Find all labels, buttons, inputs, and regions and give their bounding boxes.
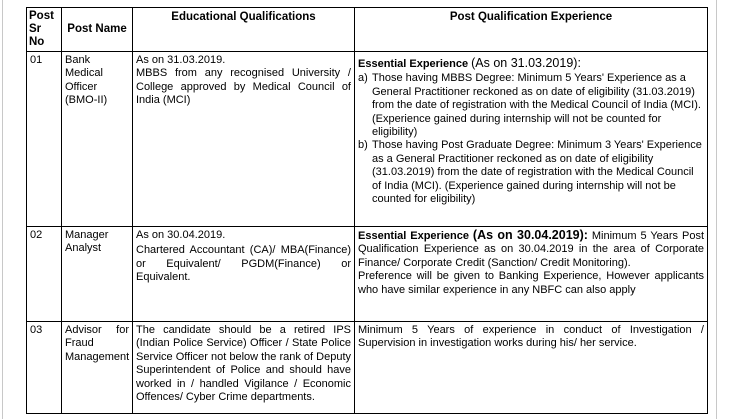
post-name-word: Advisor <box>65 324 102 336</box>
list-item <box>358 139 704 206</box>
post-name-cell <box>62 227 133 322</box>
post-name-line: Bank <box>65 54 91 66</box>
experience-heading: Essential Experience <box>358 58 469 70</box>
post-name-word: Management <box>65 350 130 363</box>
sr-no-cell: 01 <box>27 52 62 227</box>
post-name-word: Fraud <box>65 337 94 350</box>
table-row <box>27 322 708 414</box>
education-text: The candidate should be a retired IPS (Indian Police Service) Officer / State Police Service Officer not below the rank of Deputy Superintendent of Police and should have worked in / handled Vigilance / Economic Offences/ Cyber Crime departments. <box>136 324 352 404</box>
experience-text: Minimum 5 Years of experience in conduct of Investigation / Supervision in investigation works during his/ her service. <box>358 324 704 350</box>
experience-text: Minimum 5 Years Post Qualification Experience as on 30.04.2019 in the area of Corporate Finance/ Corporate Credit (Sanction/ Credit Monitoring). <box>358 230 704 269</box>
experience-preference-text: Preference will be given to Banking Experience, However applicants who have similar experience in any NBFC can also apply <box>358 270 704 296</box>
header-sr-no <box>27 8 62 52</box>
table-row <box>27 227 708 322</box>
list-item <box>358 72 704 139</box>
qualification-table <box>26 7 708 414</box>
header-education: Educational Qualifications <box>133 8 355 52</box>
page-edge-right <box>716 0 717 419</box>
post-name-line: (BMO-II) <box>65 94 108 107</box>
table-row <box>27 52 708 227</box>
sr-no-cell: 02 <box>27 227 62 322</box>
education-text: MBBS from any recognised University / College approved by Medical Council of India (MCI) <box>136 67 351 107</box>
list-item-text: Those having MBBS Degree: Minimum 5 Years' Experience as a General Practitioner reckoned as on date of eligibility (31.03.2019) from the date of registration with the Medical Council of India (MCI). (Experience gained during internship will not be counted for eligibility) <box>372 72 701 139</box>
post-name-line: Medical <box>65 67 103 80</box>
education-cell <box>133 322 355 414</box>
header-row <box>27 8 708 52</box>
sr-no-cell: 03 <box>27 322 62 414</box>
list-item-text: Those having Post Graduate Degree: Minimum 3 Years' Experience as a General Practitioner reckoned as on date of eligibility (31.03.2019) from the date of registration with the Medical Council of India (MCI). (Experience gained during internship will not be counted for eligibility) <box>372 139 702 206</box>
page-edge-left <box>2 0 3 419</box>
education-cell <box>133 227 355 322</box>
post-name-line: Manager <box>65 229 109 241</box>
post-name-word: for <box>116 324 129 336</box>
post-name-cell <box>62 322 133 414</box>
experience-cell <box>355 52 708 227</box>
experience-cell <box>355 227 708 322</box>
post-name-line: Analyst <box>65 242 102 255</box>
header-experience: Post Qualification Experience <box>355 8 708 52</box>
education-date: As on 31.03.2019. <box>136 54 226 66</box>
post-name-cell <box>62 52 133 227</box>
list-marker: a) <box>358 72 368 85</box>
experience-heading: Essential Experience <box>358 230 469 242</box>
experience-list <box>358 72 704 206</box>
header-post-name: Post Name <box>62 8 133 52</box>
education-date: As on 30.04.2019. <box>136 229 226 241</box>
experience-heading-date: (As on 31.03.2019): <box>471 56 581 70</box>
post-name-line: Officer <box>65 80 98 93</box>
experience-cell <box>355 322 708 414</box>
header-sr-line1: Post <box>29 10 54 22</box>
education-text: Chartered Accountant (CA)/ MBA(Finance) or Equivalent/ PGDM(Finance) or Equivalent. <box>136 244 351 284</box>
experience-heading-date: (As on 30.04.2019): <box>472 228 588 242</box>
education-cell <box>133 52 355 227</box>
header-sr-line2: Sr No <box>29 23 45 48</box>
list-marker: b) <box>358 139 368 152</box>
